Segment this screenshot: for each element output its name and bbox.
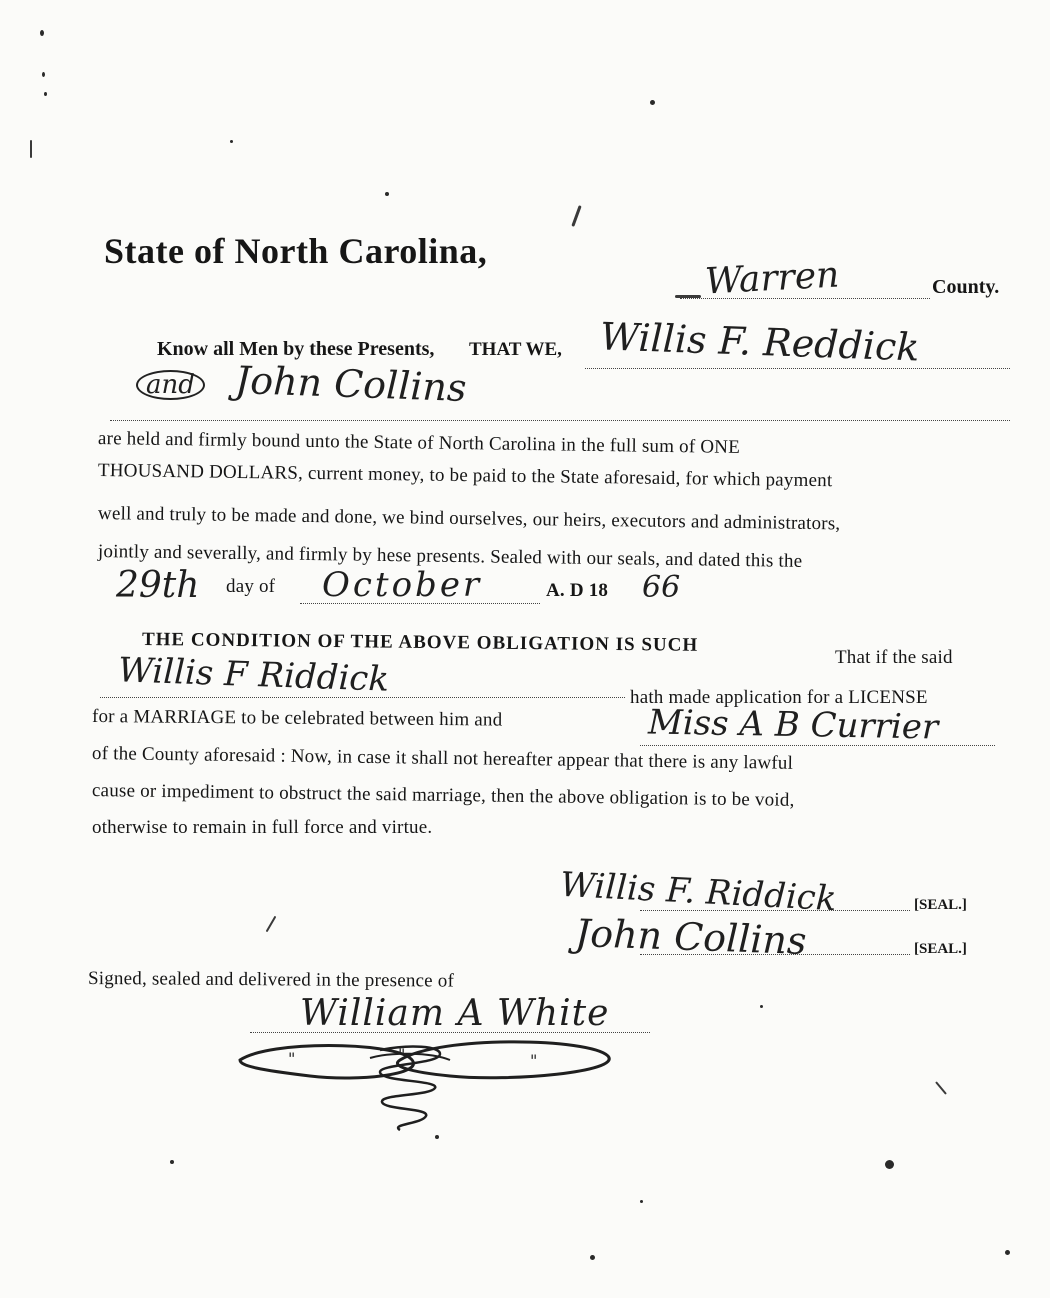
condition-line-county: of the County aforesaid : Now, in case it shall not hereafter appear that there is any lawful xyxy=(91,743,794,774)
scan-speck xyxy=(640,1200,643,1203)
applicant-name: Willis F Riddick xyxy=(117,650,390,700)
scan-speck xyxy=(44,92,47,96)
year-suffix: 66 xyxy=(642,570,681,605)
scan-speck xyxy=(885,1160,894,1169)
ditto-mark: " xyxy=(530,1051,538,1070)
bond-line-2: THOUSAND DOLLARS, current money, to be paid to the State aforesaid, for which payment xyxy=(97,460,833,492)
scan-speck xyxy=(650,100,655,105)
bond-line-4: jointly and severally, and firmly by hese presents. Sealed with our seals, and dated this the xyxy=(97,541,803,572)
seal-label-2: [SEAL.] xyxy=(914,941,967,957)
state-heading: State of North Carolina, xyxy=(104,231,488,271)
witness-signature: William A White xyxy=(300,993,610,1034)
marriage-line: for a MARRIAGE to be celebrated between him and xyxy=(91,706,503,731)
scan-speck xyxy=(760,1005,763,1008)
scan-speck xyxy=(170,1160,174,1164)
ditto-mark: " xyxy=(398,1045,406,1064)
month-value: October xyxy=(322,565,483,605)
principal-name: Willis F. Reddick xyxy=(599,314,921,370)
signature-principal: Willis F. Riddick xyxy=(559,864,838,920)
bride-name: Miss A B Currier xyxy=(647,702,939,748)
bond-line-3: well and truly to be made and done, we bind ourselves, our heirs, executors and administrators, xyxy=(97,503,841,535)
county-name: Warren xyxy=(704,254,841,303)
surety-name: John Collins xyxy=(234,357,468,411)
scan-speck xyxy=(1005,1250,1010,1255)
condition-line-otherwise: otherwise to remain in full force and virtue. xyxy=(92,817,433,838)
month-line xyxy=(300,603,540,604)
scan-speck xyxy=(42,72,45,77)
seal-label-1: [SEAL.] xyxy=(914,897,967,913)
bride-line xyxy=(640,745,995,746)
applicant-line xyxy=(100,697,625,698)
principal-line xyxy=(585,368,1010,369)
condition-line-cause: cause or impediment to obstruct the said marriage, then the above obligation is to be void, xyxy=(91,780,795,811)
signature-line-1 xyxy=(640,910,910,911)
know-all-men: Know all Men by these Presents, xyxy=(157,338,435,360)
pen-flourish xyxy=(230,1030,620,1140)
scan-streak xyxy=(935,1081,947,1095)
witness-label: Signed, sealed and delivered in the presence of xyxy=(87,968,455,992)
signature-line-2 xyxy=(640,954,910,955)
county-label: County. xyxy=(932,276,1000,298)
ad-label: A. D 18 xyxy=(546,580,609,601)
day-value: 29th xyxy=(116,565,200,606)
that-we: THAT WE, xyxy=(469,339,562,360)
hath-made-label: hath made application for a LICENSE xyxy=(630,687,928,708)
scan-speck xyxy=(590,1255,595,1260)
scan-speck xyxy=(40,30,44,36)
that-if-label: That if the said xyxy=(835,647,953,668)
scan-speck xyxy=(385,192,389,196)
scan-streak xyxy=(30,140,32,158)
scan-speck xyxy=(230,140,233,143)
scan-streak xyxy=(266,916,277,933)
day-of-label: day of xyxy=(226,576,276,597)
and-word: and xyxy=(136,370,205,400)
ditto-mark: " xyxy=(288,1049,296,1068)
county-line xyxy=(680,298,930,299)
scan-streak xyxy=(571,205,581,227)
condition-heading: THE CONDITION OF THE ABOVE OBLIGATION IS SUCH xyxy=(141,629,699,656)
surety-line xyxy=(110,420,1010,421)
bond-line-1: are held and firmly bound unto the State of North Carolina in the full sum of ONE xyxy=(97,428,741,458)
signature-surety: John Collins xyxy=(574,910,808,964)
